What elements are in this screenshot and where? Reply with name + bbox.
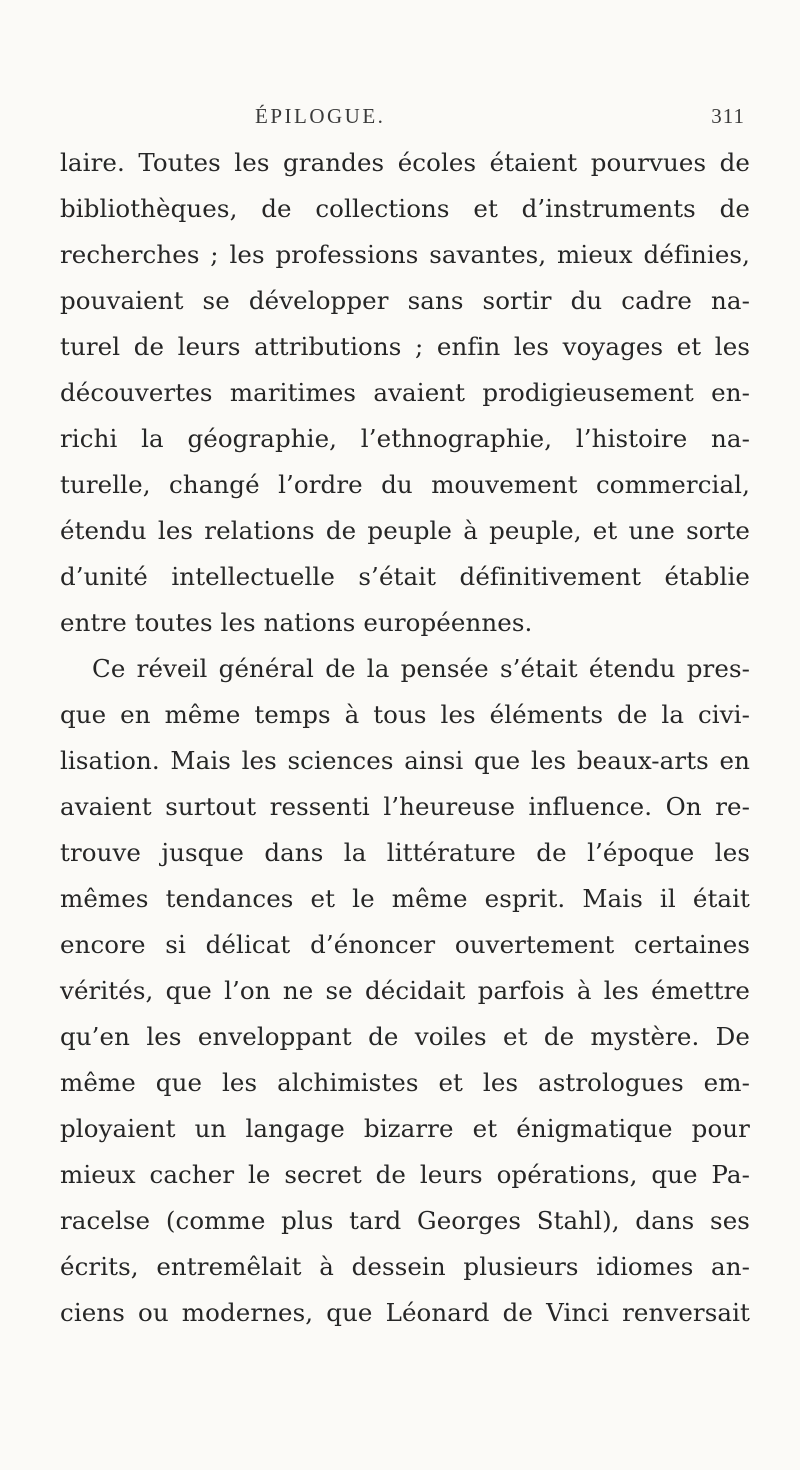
text-line: turelle, changé l’ordre du mouvement commercial, — [60, 470, 750, 499]
text-line: mêmes tendances et le même esprit. Mais il était — [60, 884, 750, 913]
text-line: même que les alchimistes et les astrologues em- — [60, 1068, 750, 1097]
paragraph-end-line: entre toutes les nations européennes. — [60, 608, 533, 637]
text-line: mieux cacher le secret de leurs opérations, que Pa- — [60, 1160, 750, 1189]
text-line: avaient surtout ressenti l’heureuse influence. On re- — [60, 792, 750, 821]
text-line: qu’en les enveloppant de voiles et de mystère. De — [60, 1022, 750, 1051]
text-line: vérités, que l’on ne se décidait parfois à les émettre — [60, 976, 750, 1005]
text-line: ciens ou modernes, que Léonard de Vinci renversait — [60, 1298, 750, 1327]
text-line: richi la géographie, l’ethnographie, l’histoire na- — [60, 424, 750, 453]
text-line: trouve jusque dans la littérature de l’époque les — [60, 838, 750, 867]
text-line: écrits, entremêlait à dessein plusieurs idiomes an- — [60, 1252, 750, 1281]
text-line: lisation. Mais les sciences ainsi que les beaux-arts en — [60, 746, 750, 775]
text-line: laire. Toutes les grandes écoles étaient pourvues de — [60, 148, 750, 177]
text-line: recherches ; les professions savantes, mieux définies, — [60, 240, 750, 269]
text-line: pouvaient se développer sans sortir du cadre na- — [60, 286, 750, 315]
running-head — [255, 100, 745, 136]
running-title: ÉPILOGUE. — [255, 104, 386, 128]
text-line: encore si délicat d’énoncer ouvertement certaines — [60, 930, 750, 959]
page-number: 311 — [711, 104, 745, 128]
text-line: découvertes maritimes avaient prodigieusement en- — [60, 378, 750, 407]
body-text — [60, 140, 750, 1336]
text-line: que en même temps à tous les éléments de la civi- — [60, 700, 750, 729]
text-line: ployaient un langage bizarre et énigmatique pour — [60, 1114, 750, 1143]
text-line: bibliothèques, de collections et d’instruments de — [60, 194, 750, 223]
text-line: étendu les relations de peuple à peuple, et une sorte — [60, 516, 750, 545]
text-line: racelse (comme plus tard Georges Stahl), dans ses — [60, 1206, 750, 1235]
text-line: turel de leurs attributions ; enfin les voyages et les — [60, 332, 750, 361]
text-line: d’unité intellectuelle s’était définitivement établie — [60, 562, 750, 591]
paragraph-first-line: Ce réveil général de la pensée s’était étendu pres- — [92, 654, 750, 683]
